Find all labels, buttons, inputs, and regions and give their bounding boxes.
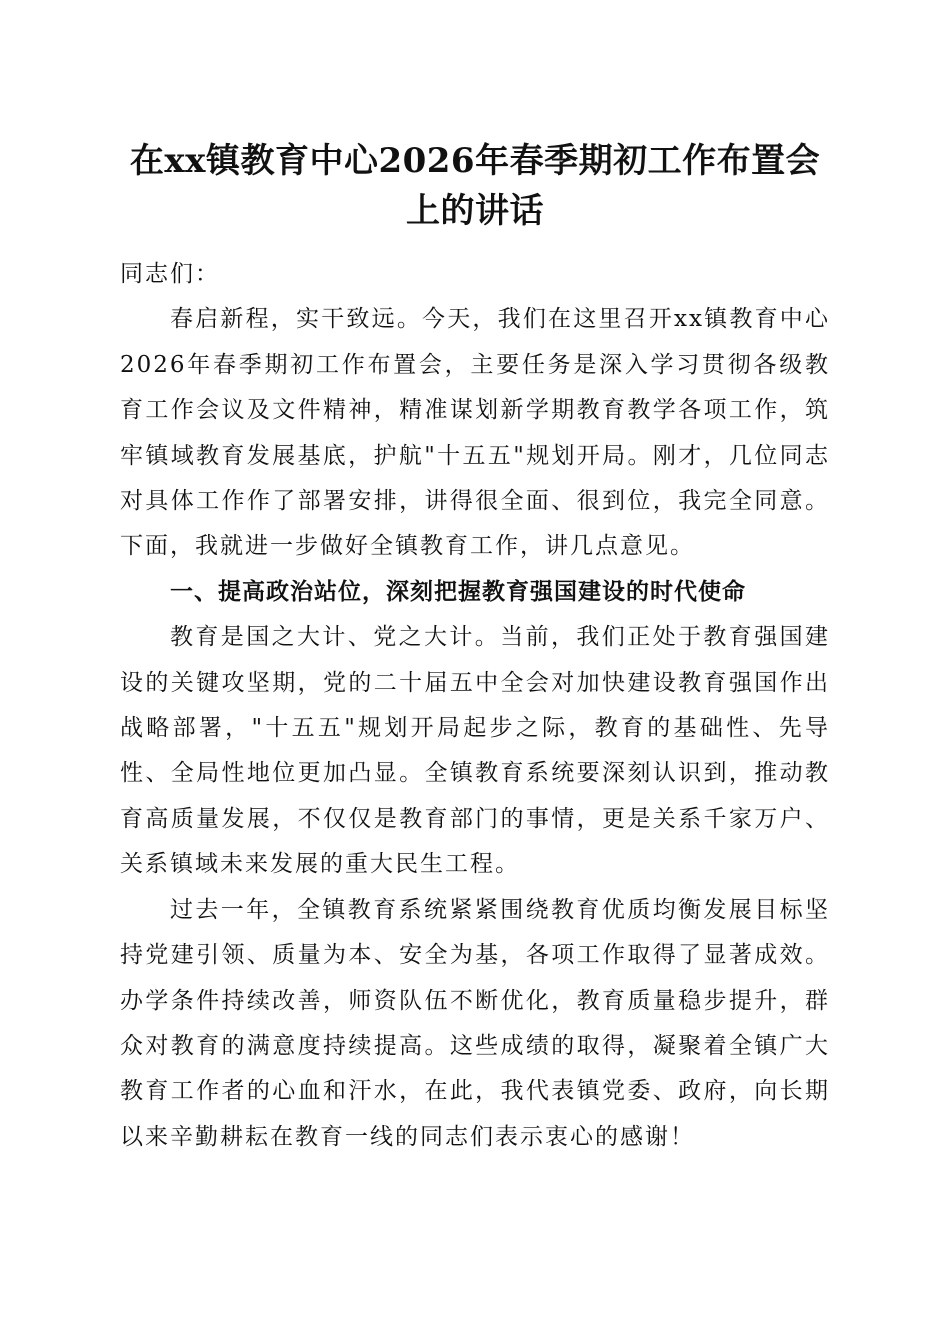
title-line-1: 在xx镇教育中心2026年春季期初工作布置会 — [129, 141, 821, 181]
title-line-2: 上的讲话 — [406, 191, 544, 231]
document-body — [120, 252, 830, 1160]
section-heading: 一、提高政治站位，深刻把握教育强国建设的时代使命 — [170, 578, 746, 605]
document-title — [110, 136, 840, 236]
salutation: 同志们： — [120, 261, 220, 287]
section-paragraph: 教育是国之大计、党之大计。当前，我们正处于教育强国建设的关键攻坚期，党的二十届五中全会对加快建设教育强国作出战略部署，"十五五"规划开局起步之际，教育的基础性、先导性、全局性地位更加凸显。全镇教育系统要深刻认识到，推动教育高质量发展，不仅仅是教育部门的事情，更是关系千家万户、关系镇域未来发展的重大民生工程。 — [120, 624, 830, 878]
intro-paragraph: 春启新程，实干致远。今天，我们在这里召开xx镇教育中心2026年春季期初工作布置会，主要任务是深入学习贯彻各级教育工作会议及文件精神，精准谋划新学期教育教学各项工作，筑牢镇域教育发展基底，护航"十五五"规划开局。刚才，几位同志对具体工作作了部署安排，讲得很全面、很到位，我完全同意。下面，我就进一步做好全镇教育工作，讲几点意见。 — [120, 306, 830, 560]
section-paragraph: 过去一年，全镇教育系统紧紧围绕教育优质均衡发展目标坚持党建引领、质量为本、安全为基，各项工作取得了显著成效。办学条件持续改善，师资队伍不断优化，教育质量稳步提升，群众对教育的满意度持续提高。这些成绩的取得，凝聚着全镇广大教育工作者的心血和汗水，在此，我代表镇党委、政府，向长期以来辛勤耕耘在教育一线的同志们表示衷心的感谢！ — [120, 896, 830, 1150]
